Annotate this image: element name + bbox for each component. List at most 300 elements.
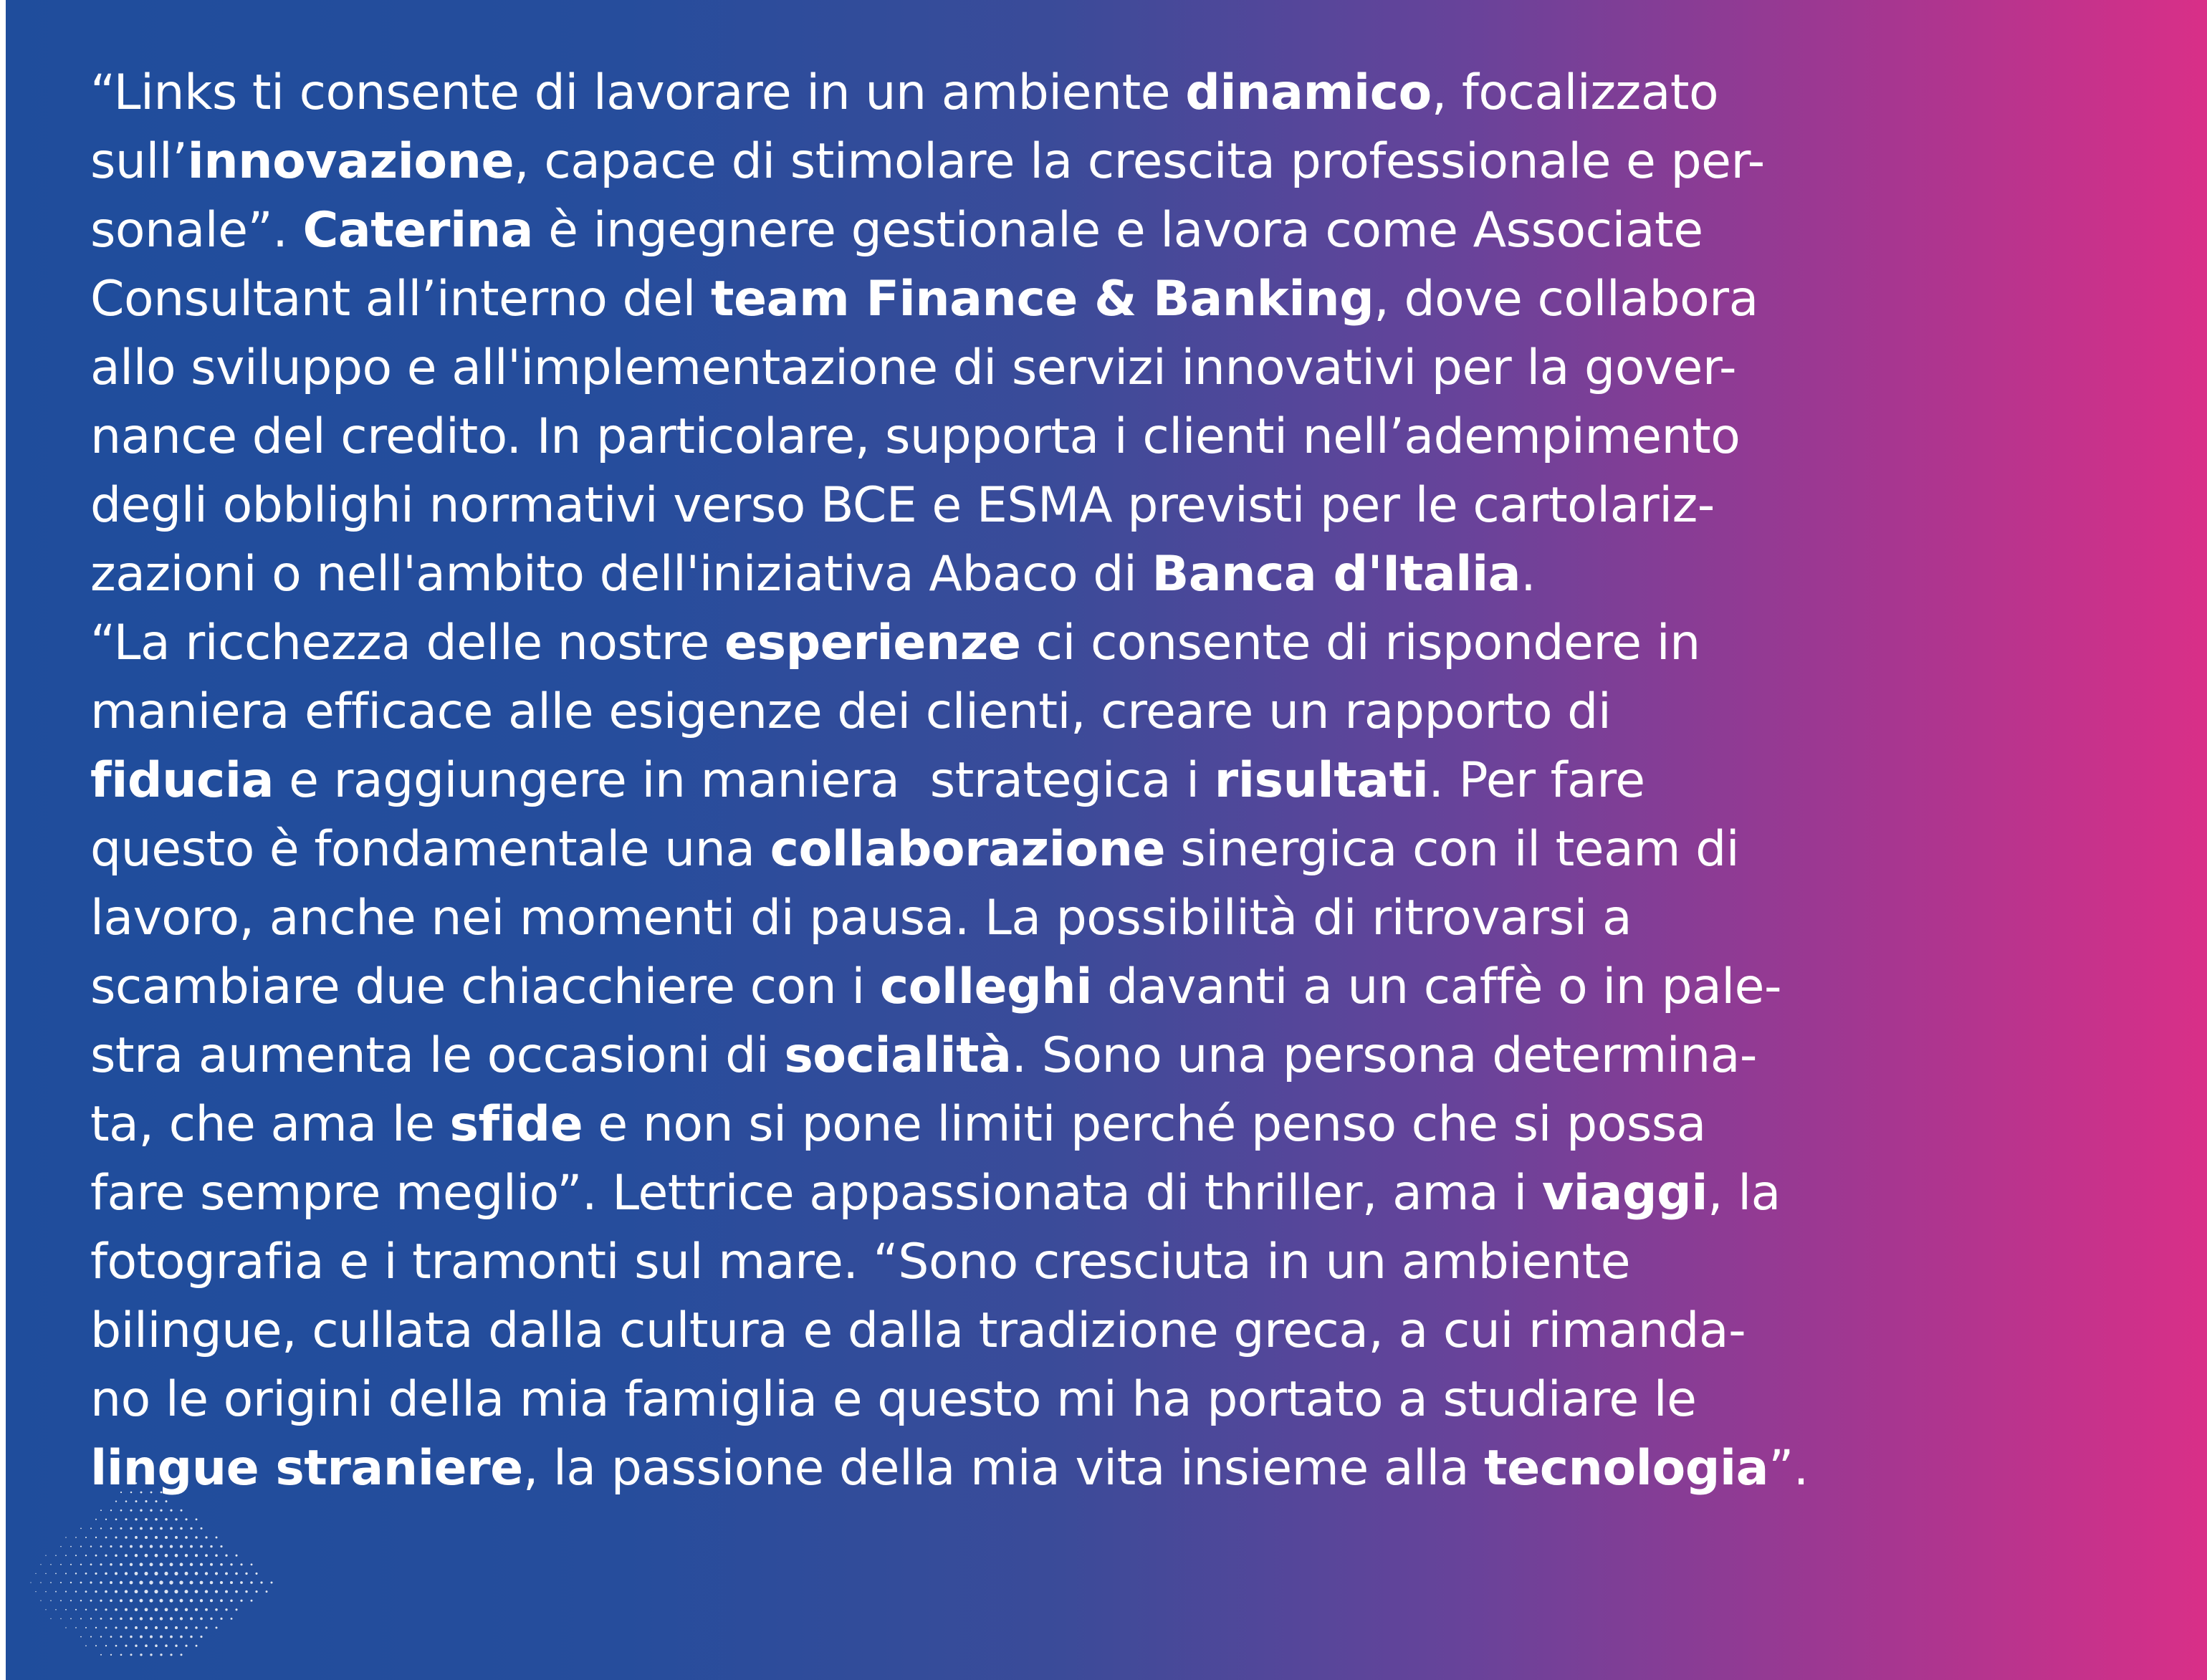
halftone-dot [251,1563,253,1565]
halftone-dot [45,1591,47,1593]
halftone-dot [205,1554,208,1557]
halftone-dot [100,1600,102,1602]
halftone-dot [95,1608,97,1611]
halftone-dot [160,1653,162,1656]
halftone-dot [85,1555,87,1556]
text-run: , la [1708,1165,1781,1221]
halftone-dot [110,1563,112,1566]
halftone-dot [125,1518,127,1520]
text-run: . Sono una persona determina- [1011,1027,1757,1084]
text-line [90,1022,2197,1090]
halftone-dot [75,1590,77,1592]
text-line [90,59,2197,128]
text-line [90,747,2197,815]
halftone-dot [110,1618,112,1620]
text-run: , dove collabora [1374,271,1758,327]
text-line [90,128,2197,196]
halftone-dot [175,1644,177,1646]
halftone-dot [220,1563,223,1566]
halftone-dot [95,1519,97,1520]
halftone-dot [170,1653,172,1656]
halftone-dot [140,1509,142,1512]
halftone-dot [75,1537,77,1538]
halftone-dot [150,1636,153,1638]
halftone-dot [150,1653,152,1656]
halftone-dot [210,1618,212,1620]
halftone-dot [165,1626,168,1629]
halftone-dot [190,1527,192,1530]
halftone-dot [165,1518,168,1521]
halftone-dot [100,1636,102,1637]
halftone-dot [266,1590,268,1593]
halftone-dot [170,1527,173,1530]
halftone-dot [40,1600,41,1601]
text-run: scambiare due chiacchiere con i [90,959,880,1015]
halftone-dot [140,1563,143,1566]
halftone-dot [125,1608,128,1611]
halftone-dot [210,1545,212,1547]
halftone-dot [50,1564,52,1565]
highlighted-keyword: sfide [449,1096,583,1153]
halftone-dot [140,1636,143,1638]
halftone-dot [140,1527,143,1530]
highlighted-keyword: esperienze [724,615,1021,671]
halftone-dot [150,1527,153,1530]
halftone-dot [160,1617,163,1620]
halftone-dot [115,1590,118,1593]
halftone-dot [90,1600,92,1602]
halftone-dot [185,1536,188,1539]
text-run: ta, che ama le [90,1096,450,1153]
halftone-dot [115,1554,118,1557]
text-line [90,196,2197,265]
halftone-dot [120,1563,123,1566]
halftone-dot [220,1618,222,1620]
text-line [90,1365,2197,1434]
text-line [90,471,2197,540]
halftone-dot [90,1618,92,1619]
halftone-dot [70,1618,72,1619]
halftone-dot [100,1509,102,1511]
halftone-dot [135,1590,138,1593]
halftone-dot [181,1509,183,1512]
halftone-dot [215,1554,218,1557]
halftone-dot [220,1545,222,1547]
halftone-dot [189,1580,193,1584]
highlighted-keyword: socialità [784,1027,1012,1084]
halftone-dot [230,1581,233,1584]
profile-panel [6,0,2207,1680]
halftone-dot [270,1581,272,1583]
halftone-dot [139,1580,143,1584]
halftone-dot [145,1626,148,1629]
halftone-dot [130,1545,133,1548]
halftone-dot [185,1608,188,1611]
halftone-dot [125,1554,128,1557]
halftone-dot [170,1563,173,1566]
halftone-dot [145,1518,148,1521]
halftone-dot [35,1591,36,1592]
halftone-dot [105,1608,107,1611]
highlighted-keyword: innovazione [187,133,514,190]
halftone-dot [200,1618,203,1621]
text-line [90,815,2197,884]
halftone-dot [60,1564,62,1565]
halftone-dot [180,1527,183,1530]
text-run: sinergica con il team di [1165,821,1740,878]
halftone-dot [125,1645,127,1647]
profile-text [90,59,2197,1503]
halftone-dot [175,1626,178,1629]
halftone-dot [190,1617,193,1620]
halftone-dot [190,1545,193,1548]
text-run: “La ricchezza delle nostre [90,615,724,671]
halftone-dot [130,1617,133,1620]
halftone-dot [164,1590,168,1593]
halftone-dot [85,1609,87,1611]
halftone-dot [40,1582,42,1583]
halftone-dot [120,1581,123,1584]
halftone-dot [205,1572,208,1575]
text-line [90,1090,2197,1159]
halftone-dot [225,1590,228,1593]
text-run: Consultant all’interno del [90,271,711,327]
halftone-dot [170,1636,173,1638]
halftone-dot [160,1509,162,1512]
halftone-dot [240,1563,242,1565]
halftone-dot [60,1600,62,1601]
halftone-dot [165,1554,168,1557]
halftone-dot [240,1600,242,1602]
text-run: ci consente di rispondere in [1020,615,1700,671]
halftone-dot [105,1537,107,1539]
halftone-dot [195,1626,198,1629]
halftone-dot [160,1527,163,1530]
halftone-dot [100,1618,102,1620]
halftone-dot [85,1645,87,1646]
halftone-dot [160,1563,163,1566]
text-run: “Links ti consente di lavorare in un ambiente [90,64,1186,121]
halftone-dot [115,1536,117,1538]
text-run: . [1521,546,1536,603]
text-run: zazioni o nell'ambito dell'iniziativa Abaco di [90,546,1152,603]
halftone-dot [100,1527,102,1529]
halftone-dot [195,1536,198,1539]
text-line [90,1297,2197,1365]
halftone-dot [235,1590,238,1593]
highlighted-keyword: risultati [1214,752,1429,809]
halftone-dot [195,1554,198,1557]
halftone-dot [200,1581,204,1585]
text-run: degli obblighi normativi verso BCE e ESMA previsti per le cartolariz- [90,477,1715,534]
halftone-dot [45,1555,46,1556]
halftone-dot [80,1528,82,1530]
halftone-dot [145,1644,148,1647]
halftone-dot [220,1581,223,1584]
text-line [90,609,2197,678]
halftone-dot [80,1546,82,1547]
halftone-dot [120,1653,123,1656]
halftone-dot [140,1653,142,1656]
halftone-dot [90,1563,92,1565]
text-run: bilingue, cullata dalla cultura e dalla tradizione greca, a cui rimanda- [90,1302,1746,1359]
halftone-dot [110,1654,112,1656]
halftone-dot [180,1636,183,1638]
halftone-dot [45,1609,46,1610]
halftone-dot [225,1608,227,1611]
halftone-dot [100,1654,102,1656]
halftone-dot [110,1599,112,1602]
halftone-dot [110,1545,112,1547]
halftone-dot [80,1600,82,1601]
halftone-dot [95,1645,97,1646]
halftone-dot [120,1527,122,1530]
halftone-dot [195,1608,198,1611]
halftone-dot [85,1537,87,1538]
highlighted-keyword: collaborazione [770,821,1166,878]
halftone-dot [230,1563,232,1565]
text-run: fotografia e i tramonti sul mare. “Sono cresciuta in un ambiente [90,1234,1631,1290]
text-run: stra aumenta le occasioni di [90,1027,785,1084]
halftone-dot [80,1618,82,1619]
halftone-dot [30,1582,31,1583]
halftone-dot [130,1563,133,1566]
halftone-dot [55,1609,57,1611]
halftone-dot [174,1572,178,1575]
halftone-dot [169,1580,173,1584]
halftone-dot [65,1555,67,1556]
text-line [90,334,2197,403]
halftone-dot [115,1626,117,1628]
halftone-dot [230,1599,233,1602]
halftone-dot [149,1580,153,1584]
halftone-dot [160,1599,163,1603]
text-run: , capace di stimolare la crescita professionale e per- [514,133,1765,190]
halftone-dot [70,1600,72,1601]
halftone-dot [70,1546,72,1547]
halftone-dot [115,1572,118,1575]
halftone-dot [215,1608,218,1611]
halftone-dot [80,1582,82,1584]
halftone-dot [255,1573,257,1575]
halftone-dot [170,1545,173,1547]
halftone-dot [165,1644,168,1647]
text-run: sull’ [90,133,188,190]
halftone-dot [35,1573,36,1574]
halftone-dot [105,1645,107,1646]
halftone-dot [180,1599,183,1603]
halftone-dot [115,1608,118,1611]
halftone-dot [170,1617,173,1620]
halftone-dot [55,1555,57,1556]
text-line [90,265,2197,334]
halftone-dot [165,1608,168,1611]
halftone-dot [95,1555,97,1557]
halftone-dot [120,1545,123,1548]
halftone-dot [185,1590,188,1593]
halftone-dot [150,1509,152,1512]
highlighted-keyword: tecnologia [1484,1440,1769,1497]
halftone-dot [125,1590,128,1593]
halftone-dot [231,1618,233,1620]
halftone-dot [95,1627,97,1628]
halftone-dot [195,1590,198,1593]
halftone-dot [75,1573,77,1574]
highlighted-keyword: Banca d'Italia [1152,546,1521,603]
halftone-dot [216,1537,218,1539]
halftone-dot [200,1636,202,1638]
halftone-dot [240,1581,243,1584]
halftone-dot [185,1626,188,1629]
halftone-dot [120,1509,123,1512]
text-run: e non si pone limiti perché penso che si possa [583,1096,1706,1153]
halftone-dot [105,1573,107,1575]
halftone-dot [110,1527,112,1530]
halftone-dot [80,1636,82,1638]
halftone-dot [65,1627,67,1628]
halftone-dot [105,1555,107,1557]
halftone-dot [205,1536,207,1538]
text-line [90,1159,2197,1228]
halftone-dot [135,1572,138,1575]
text-run: e raggiungere in maniera strategica i [273,752,1215,809]
halftone-dot [75,1555,77,1556]
halftone-dot [70,1582,72,1583]
halftone-dot [251,1600,253,1602]
halftone-dot [125,1572,128,1575]
text-run: , focalizzato [1431,64,1719,121]
halftone-dot [130,1599,133,1602]
text-run: . Per fare [1428,752,1645,809]
text-line [90,403,2197,471]
text-run: lavoro, anche nei momenti di pausa. La possibilità di ritrovarsi a [90,890,1632,946]
text-run: è ingegnere gestionale e lavora come Associate [533,202,1703,259]
halftone-dot [144,1572,148,1575]
halftone-dot [90,1581,92,1583]
halftone-dot [250,1581,253,1584]
halftone-dot [185,1645,187,1647]
text-line [90,1228,2197,1297]
halftone-dot [55,1573,57,1575]
text-run: fare sempre meglio”. Lettrice appassionata di thriller, ama i [90,1165,1542,1221]
halftone-dot [205,1608,208,1611]
text-line [90,1434,2197,1503]
halftone-dot [179,1580,183,1584]
text-run: questo è fondamentale una [90,821,770,878]
halftone-dot [130,1653,132,1656]
halftone-dot [196,1645,198,1647]
halftone-dot [190,1563,193,1567]
text-line [90,678,2197,747]
halftone-dot [135,1518,137,1520]
halftone-dot [105,1590,107,1593]
halftone-dot [235,1608,237,1611]
halftone-dot [105,1519,107,1520]
halftone-dot [135,1626,138,1629]
halftone-dot [170,1509,172,1512]
halftone-dot [85,1627,87,1628]
halftone-dot [165,1536,168,1539]
halftone-dot [120,1599,123,1602]
halftone-dot [40,1564,41,1565]
halftone-dot [70,1564,72,1565]
halftone-dot [155,1644,158,1647]
highlighted-keyword: fiducia [90,752,274,809]
halftone-dot [185,1554,188,1557]
halftone-dot [170,1599,173,1603]
text-run: ”. [1768,1440,1809,1497]
halftone-dot [115,1645,118,1647]
halftone-dot [154,1572,158,1575]
halftone-dot [125,1626,128,1629]
halftone-dot [60,1618,62,1620]
halftone-dot [85,1573,87,1575]
text-run: no le origini della mia famiglia e questo mi ha portato a studiare le [90,1371,1697,1428]
halftone-dot [180,1617,183,1620]
halftone-dot [55,1591,57,1593]
halftone-dot [175,1608,178,1611]
text-line [90,884,2197,953]
halftone-dot [45,1573,47,1575]
halftone-dot [260,1581,262,1583]
halftone-dot [90,1636,92,1638]
highlighted-keyword: team Finance & Banking [710,271,1374,327]
halftone-dot [130,1509,133,1512]
halftone-dot [200,1545,203,1548]
halftone-dot [205,1590,208,1593]
halftone-dot [245,1590,247,1593]
text-run: nance del credito. In particolare, supporta i clienti nell’adempimento [90,408,1741,465]
halftone-dot [255,1590,257,1593]
halftone-dot [175,1554,178,1557]
halftone-dot [130,1636,132,1638]
halftone-dot [160,1636,163,1638]
halftone-dot [140,1599,143,1603]
halftone-dot [196,1518,198,1520]
halftone-dot [50,1582,52,1583]
halftone-dot [60,1582,62,1583]
halftone-dot [135,1608,138,1611]
halftone-dot [135,1644,137,1646]
halftone-dot [50,1618,51,1619]
halftone-dot [105,1627,107,1629]
halftone-dot [130,1527,132,1530]
halftone-dot [145,1536,148,1539]
halftone-dot [155,1554,158,1557]
halftone-dot [190,1599,193,1603]
text-line [90,953,2197,1022]
halftone-dot [235,1555,237,1557]
halftone-dot [195,1572,198,1575]
halftone-dot [75,1627,77,1628]
halftone-dot [180,1563,183,1566]
halftone-dot [205,1626,207,1628]
halftone-dot [60,1546,62,1547]
halftone-dot [200,1599,203,1602]
halftone-dot [135,1554,138,1557]
highlighted-keyword: colleghi [879,959,1093,1015]
halftone-dot [65,1591,67,1593]
halftone-dot [110,1636,112,1638]
halftone-dot [185,1572,188,1575]
highlighted-keyword: dinamico [1185,64,1432,121]
halftone-dot [65,1537,67,1538]
halftone-dot [190,1636,192,1638]
halftone-dot [235,1573,238,1575]
halftone-dot [95,1537,97,1538]
halftone-dot [150,1617,153,1620]
halftone-dot [200,1527,202,1530]
